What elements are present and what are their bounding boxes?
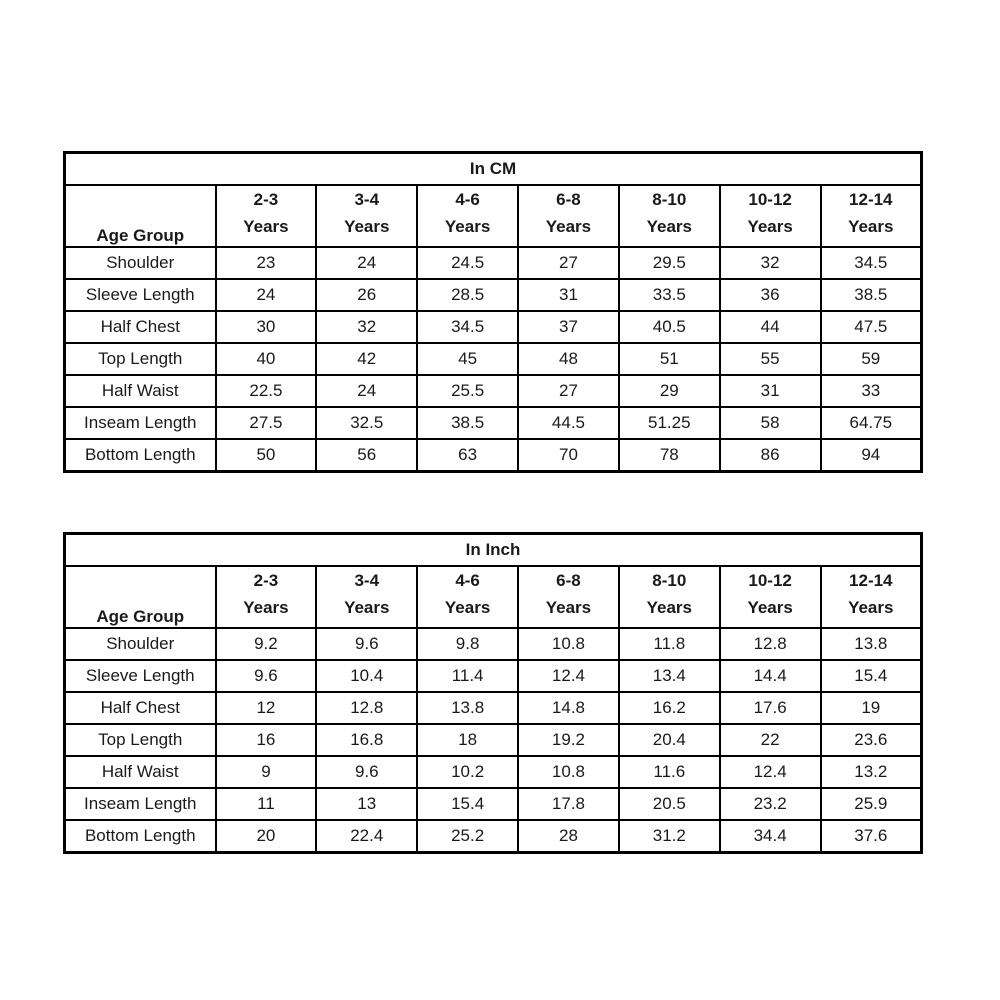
cell: 33 bbox=[821, 375, 922, 407]
column-header-10-12-years bbox=[720, 185, 821, 247]
table-row-bottom-length bbox=[65, 820, 922, 853]
column-header-6-8-years bbox=[518, 185, 619, 247]
row-label-half-waist: Half Waist bbox=[65, 375, 216, 407]
cell: 11 bbox=[216, 788, 317, 820]
column-header-4-6-years bbox=[417, 566, 518, 628]
age-range-label: 2-3 bbox=[253, 190, 279, 209]
age-unit-label: Years bbox=[243, 598, 289, 617]
table-header-row bbox=[65, 566, 922, 628]
cell: 14.4 bbox=[720, 660, 821, 692]
size-table-cm bbox=[63, 151, 923, 473]
cell: 16 bbox=[216, 724, 317, 756]
column-header-3-4-years bbox=[316, 566, 417, 628]
cell: 24 bbox=[216, 279, 317, 311]
cell: 86 bbox=[720, 439, 821, 472]
cell: 26 bbox=[316, 279, 417, 311]
row-label-inseam-length: Inseam Length bbox=[65, 407, 216, 439]
column-header-2-3-years bbox=[216, 566, 317, 628]
cell: 58 bbox=[720, 407, 821, 439]
age-unit-label: Years bbox=[747, 217, 793, 236]
age-range-label: 3-4 bbox=[354, 571, 380, 590]
cell: 12.4 bbox=[518, 660, 619, 692]
cell: 9.6 bbox=[316, 628, 417, 660]
cell: 32 bbox=[720, 247, 821, 279]
row-label-shoulder: Shoulder bbox=[65, 628, 216, 660]
cell: 45 bbox=[417, 343, 518, 375]
table-title-cm: In CM bbox=[65, 153, 922, 186]
cell: 11.6 bbox=[619, 756, 720, 788]
cell: 63 bbox=[417, 439, 518, 472]
cell: 29 bbox=[619, 375, 720, 407]
cell: 37.6 bbox=[821, 820, 922, 853]
cell: 25.2 bbox=[417, 820, 518, 853]
cell: 48 bbox=[518, 343, 619, 375]
table-row-shoulder bbox=[65, 628, 922, 660]
cell: 12 bbox=[216, 692, 317, 724]
cell: 34.5 bbox=[417, 311, 518, 343]
age-unit-label: Years bbox=[243, 217, 289, 236]
cell: 44 bbox=[720, 311, 821, 343]
cell: 9.6 bbox=[216, 660, 317, 692]
cell: 13.8 bbox=[821, 628, 922, 660]
cell: 27 bbox=[518, 247, 619, 279]
cell: 51.25 bbox=[619, 407, 720, 439]
cell: 64.75 bbox=[821, 407, 922, 439]
cell: 31 bbox=[518, 279, 619, 311]
cell: 11.8 bbox=[619, 628, 720, 660]
cell: 31 bbox=[720, 375, 821, 407]
cell: 78 bbox=[619, 439, 720, 472]
row-label-half-chest: Half Chest bbox=[65, 692, 216, 724]
cell: 15.4 bbox=[821, 660, 922, 692]
cell: 36 bbox=[720, 279, 821, 311]
cell: 70 bbox=[518, 439, 619, 472]
age-group-header: Age Group bbox=[65, 566, 216, 628]
age-range-label: 8-10 bbox=[652, 571, 687, 590]
cell: 10.8 bbox=[518, 756, 619, 788]
cell: 13.4 bbox=[619, 660, 720, 692]
cell: 9.8 bbox=[417, 628, 518, 660]
row-label-top-length: Top Length bbox=[65, 724, 216, 756]
cell: 56 bbox=[316, 439, 417, 472]
cell: 19 bbox=[821, 692, 922, 724]
age-range-label: 10-12 bbox=[748, 190, 792, 209]
row-label-inseam-length: Inseam Length bbox=[65, 788, 216, 820]
table-header-row bbox=[65, 185, 922, 247]
row-label-shoulder: Shoulder bbox=[65, 247, 216, 279]
cell: 24 bbox=[316, 375, 417, 407]
cell: 34.4 bbox=[720, 820, 821, 853]
table-row-sleeve-length bbox=[65, 279, 922, 311]
row-label-bottom-length: Bottom Length bbox=[65, 439, 216, 472]
cell: 11.4 bbox=[417, 660, 518, 692]
column-header-12-14-years bbox=[821, 185, 922, 247]
age-unit-label: Years bbox=[545, 217, 592, 236]
cell: 9.6 bbox=[316, 756, 417, 788]
row-label-sleeve-length: Sleeve Length bbox=[65, 279, 216, 311]
column-header-6-8-years bbox=[518, 566, 619, 628]
cell: 47.5 bbox=[821, 311, 922, 343]
table-row-top-length bbox=[65, 343, 922, 375]
cell: 18 bbox=[417, 724, 518, 756]
age-range-label: 4-6 bbox=[455, 571, 480, 590]
table-row-top-length bbox=[65, 724, 922, 756]
cell: 20.4 bbox=[619, 724, 720, 756]
cell: 25.5 bbox=[417, 375, 518, 407]
age-unit-label: Years bbox=[444, 598, 491, 617]
cell: 32 bbox=[316, 311, 417, 343]
cell: 32.5 bbox=[316, 407, 417, 439]
cell: 25.9 bbox=[821, 788, 922, 820]
cell: 12.4 bbox=[720, 756, 821, 788]
column-header-8-10-years bbox=[619, 185, 720, 247]
age-range-label: 6-8 bbox=[556, 190, 581, 209]
age-range-label: 4-6 bbox=[455, 190, 480, 209]
cell: 22.4 bbox=[316, 820, 417, 853]
row-label-half-chest: Half Chest bbox=[65, 311, 216, 343]
cell: 17.6 bbox=[720, 692, 821, 724]
cell: 10.2 bbox=[417, 756, 518, 788]
age-range-label: 8-10 bbox=[652, 190, 687, 209]
table-title-inch: In Inch bbox=[65, 534, 922, 567]
column-header-4-6-years bbox=[417, 185, 518, 247]
table-row-half-waist bbox=[65, 375, 922, 407]
table-row-half-chest bbox=[65, 692, 922, 724]
cell: 42 bbox=[316, 343, 417, 375]
age-unit-label: Years bbox=[848, 598, 894, 617]
cell: 12.8 bbox=[720, 628, 821, 660]
cell: 23 bbox=[216, 247, 317, 279]
column-header-8-10-years bbox=[619, 566, 720, 628]
column-header-12-14-years bbox=[821, 566, 922, 628]
cell: 13.8 bbox=[417, 692, 518, 724]
cell: 33.5 bbox=[619, 279, 720, 311]
cell: 30 bbox=[216, 311, 317, 343]
cell: 59 bbox=[821, 343, 922, 375]
cell: 37 bbox=[518, 311, 619, 343]
cell: 27 bbox=[518, 375, 619, 407]
row-label-half-waist: Half Waist bbox=[65, 756, 216, 788]
row-label-top-length: Top Length bbox=[65, 343, 216, 375]
column-header-3-4-years bbox=[316, 185, 417, 247]
cell: 44.5 bbox=[518, 407, 619, 439]
age-unit-label: Years bbox=[848, 217, 894, 236]
cell: 40 bbox=[216, 343, 317, 375]
table-row-inseam-length bbox=[65, 407, 922, 439]
cell: 22.5 bbox=[216, 375, 317, 407]
cell: 20 bbox=[216, 820, 317, 853]
cell: 29.5 bbox=[619, 247, 720, 279]
cell: 51 bbox=[619, 343, 720, 375]
age-unit-label: Years bbox=[646, 217, 692, 236]
column-header-10-12-years bbox=[720, 566, 821, 628]
table-title-row bbox=[65, 153, 922, 186]
age-range-label: 2-3 bbox=[253, 571, 279, 590]
cell: 13 bbox=[316, 788, 417, 820]
cell: 19.2 bbox=[518, 724, 619, 756]
cell: 15.4 bbox=[417, 788, 518, 820]
age-unit-label: Years bbox=[344, 598, 390, 617]
cell: 23.6 bbox=[821, 724, 922, 756]
cell: 31.2 bbox=[619, 820, 720, 853]
cell: 17.8 bbox=[518, 788, 619, 820]
cell: 40.5 bbox=[619, 311, 720, 343]
cell: 50 bbox=[216, 439, 317, 472]
cell: 38.5 bbox=[821, 279, 922, 311]
age-range-label: 3-4 bbox=[354, 190, 380, 209]
cell: 28 bbox=[518, 820, 619, 853]
cell: 24 bbox=[316, 247, 417, 279]
age-group-header: Age Group bbox=[65, 185, 216, 247]
cell: 20.5 bbox=[619, 788, 720, 820]
cell: 55 bbox=[720, 343, 821, 375]
cell: 27.5 bbox=[216, 407, 317, 439]
cell: 24.5 bbox=[417, 247, 518, 279]
cell: 13.2 bbox=[821, 756, 922, 788]
column-header-2-3-years bbox=[216, 185, 317, 247]
age-range-label: 6-8 bbox=[556, 571, 581, 590]
age-unit-label: Years bbox=[545, 598, 592, 617]
age-range-label: 10-12 bbox=[748, 571, 792, 590]
row-label-bottom-length: Bottom Length bbox=[65, 820, 216, 853]
row-label-sleeve-length: Sleeve Length bbox=[65, 660, 216, 692]
table-row-bottom-length bbox=[65, 439, 922, 472]
table-row-sleeve-length bbox=[65, 660, 922, 692]
cell: 9.2 bbox=[216, 628, 317, 660]
age-unit-label: Years bbox=[747, 598, 793, 617]
age-unit-label: Years bbox=[646, 598, 692, 617]
size-table-inch bbox=[63, 532, 923, 854]
cell: 34.5 bbox=[821, 247, 922, 279]
table-row-half-chest bbox=[65, 311, 922, 343]
cell: 10.8 bbox=[518, 628, 619, 660]
cell: 10.4 bbox=[316, 660, 417, 692]
table-row-shoulder bbox=[65, 247, 922, 279]
cell: 16.8 bbox=[316, 724, 417, 756]
cell: 38.5 bbox=[417, 407, 518, 439]
cell: 28.5 bbox=[417, 279, 518, 311]
age-range-label: 12-14 bbox=[849, 571, 893, 590]
table-row-inseam-length bbox=[65, 788, 922, 820]
cell: 9 bbox=[216, 756, 317, 788]
table-row-half-waist bbox=[65, 756, 922, 788]
cell: 12.8 bbox=[316, 692, 417, 724]
cell: 94 bbox=[821, 439, 922, 472]
cell: 14.8 bbox=[518, 692, 619, 724]
table-title-row bbox=[65, 534, 922, 567]
cell: 23.2 bbox=[720, 788, 821, 820]
cell: 16.2 bbox=[619, 692, 720, 724]
age-range-label: 12-14 bbox=[849, 190, 893, 209]
age-unit-label: Years bbox=[344, 217, 390, 236]
cell: 22 bbox=[720, 724, 821, 756]
age-unit-label: Years bbox=[444, 217, 491, 236]
